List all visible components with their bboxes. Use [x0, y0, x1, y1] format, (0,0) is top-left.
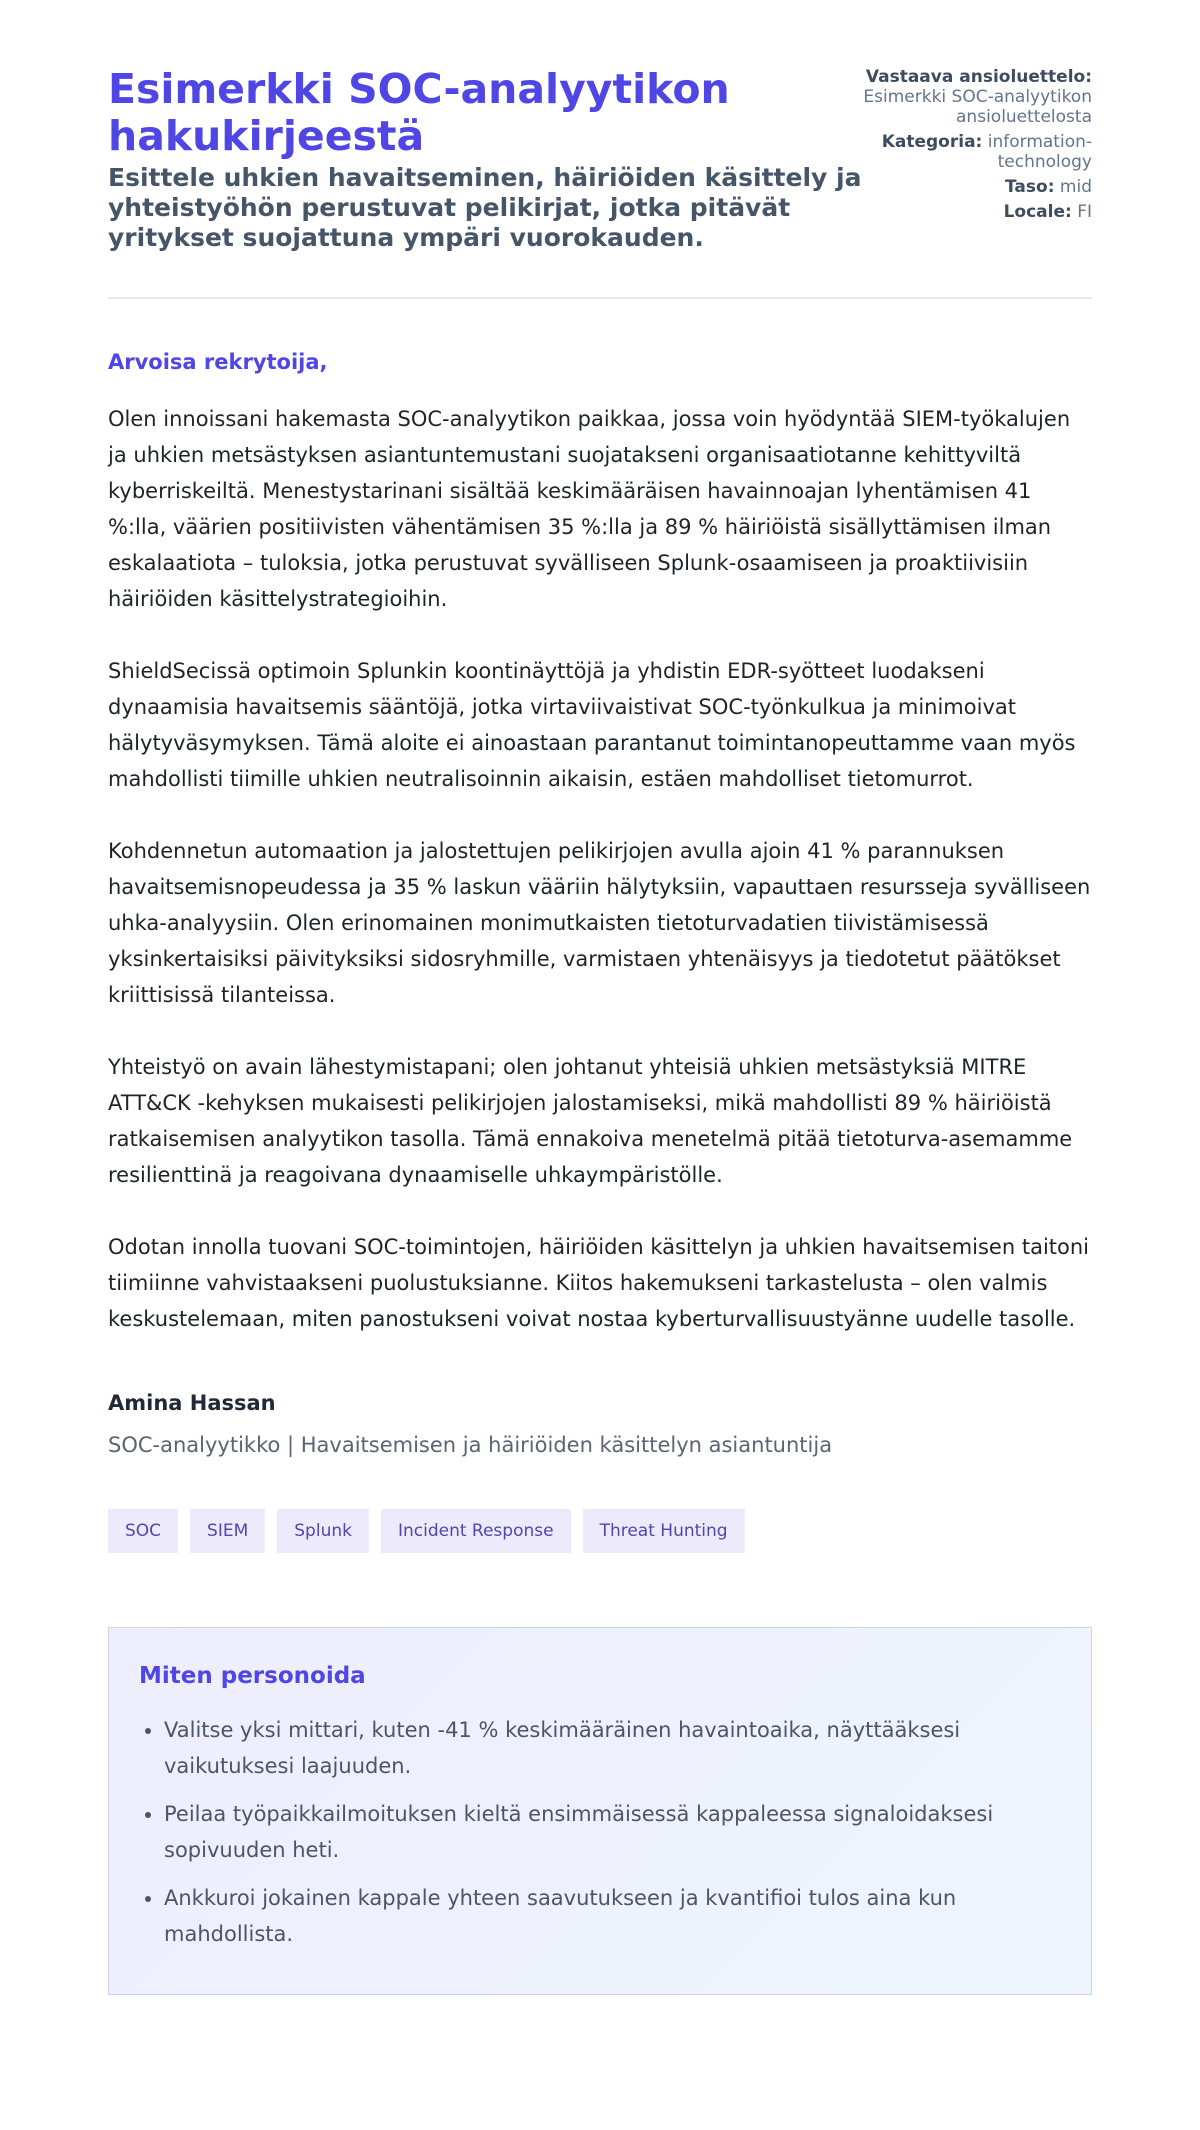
meta-level-value: mid [1059, 177, 1092, 197]
letter-paragraph: Kohdennetun automaation ja jalostettujen pelikirjojen avulla ajoin 41 % parannuksen havaitsemisnopeudessa ja 35 % laskun vääriin hälytyksiin, vapauttaen resursseja syvälliseen uhka-analyysiin. Olen erinomainen monimutkaisten tietoturvadatien tiivistämisessä yksinkertaisiksi päivityksiksi sidosryhmille, varmistaen yhtenäisyys ja tiedotetut päätökset kriittisissä tilanteissa. [108, 839, 1091, 1007]
header [108, 66, 1092, 299]
header-titles [108, 66, 863, 253]
tips-title: Miten personoida [139, 1663, 366, 1689]
tip-item: • Peilaa työpaikkailmoituksen kieltä ensimmäisessä kappaleessa signaloidaksesi sopivuuden heti. [164, 1796, 1061, 1868]
skill-tag: Incident Response [381, 1509, 571, 1553]
meta-category-label: Kategoria: [881, 132, 983, 152]
letter-paragraph: Olen innoissani hakemasta SOC-analyytikon paikkaa, jossa voin hyödyntää SIEM-työkalujen ja uhkien metsästyksen asiantuntemustani suojatakseni organisaatiotanne kehittyviltä kyberriskeiltä. Menestystarinani sisältää keskimääräisen havainnoajan lyhentämisen 41 %:lla, väärien positiivisten vähentämisen 35 %:lla ja 89 % häiriöistä sisällyttämisen ilman eskalaatiota – tuloksia, jotka perustuvat syvälliseen Splunk-osaamiseen ja proaktiivisiin häiriöiden käsittelystrategioihin. [108, 407, 1071, 611]
skill-tag: Splunk [277, 1509, 369, 1553]
letter-greeting: Arvoisa rekrytoija, [108, 350, 328, 374]
tip-item: • Valitse yksi mittari, kuten -41 % keskimääräinen havaintoaika, näyttääksesi vaikutuksesi laajuuden. [164, 1712, 1061, 1784]
meta-resume-value: Esimerkki SOC-analyytikon ansioluettelosta [863, 87, 1092, 127]
skill-tag: SOC [108, 1509, 178, 1553]
meta-resume [863, 67, 1092, 127]
meta-category-value: information-technology [987, 132, 1092, 172]
letter-paragraph: ShieldSecissä optimoin Splunkin koontinäyttöjä ja yhdistin EDR-syötteet luodakseni dynaamisia havaitsemis sääntöjä, jotka virtaviivaistivat SOC-työnkulkua ja minimoivat hälytyväsymyksen. Tämä aloite ei ainoastaan parantanut toimintanopeuttamme vaan myös mahdollisti tiimille uhkien neutralisoinnin aikaisin, estäen mahdolliset tietomurrot. [108, 659, 1076, 791]
tips-list [139, 1712, 1061, 1952]
meta-panel [863, 66, 1092, 227]
meta-resume-label: Vastaava ansioluettelo: [865, 67, 1092, 87]
skill-tag: Threat Hunting [583, 1509, 745, 1553]
letter-body [108, 401, 1092, 1337]
meta-locale-value: FI [1077, 202, 1092, 222]
signature-title: SOC-analyytikko | Havaitsemisen ja häiriöiden käsittelyn asiantuntija [108, 1433, 833, 1457]
meta-locale [863, 202, 1092, 222]
page-subtitle: Esittele uhkien havaitseminen, häiriöiden käsittely ja yhteistyöhön perustuvat pelikirjat, jotka pitävät yritykset suojattuna ympäri vuorokauden. [108, 163, 862, 252]
letter-paragraph: Odotan innolla tuovani SOC-toimintojen, häiriöiden käsittelyn ja uhkien havaitsemisen taitoni tiimiinne vahvistaakseni puolustuksianne. Kiitos hakemukseni tarkastelusta – olen valmis keskustelemaan, miten panostukseni voivat nostaa kyberturvallisuustyänne uudelle tasolle. [108, 1235, 1090, 1331]
meta-level [863, 177, 1092, 197]
tip-item: • Ankkuroi jokainen kappale yhteen saavutukseen ja kvantifioi tulos aina kun mahdollista. [164, 1880, 1061, 1952]
page-title: Esimerkki SOC-analyytikon hakukirjeestä [108, 65, 730, 160]
meta-locale-label: Locale: [1003, 202, 1072, 222]
signature [108, 1389, 1092, 1459]
letter-paragraph: Yhteistyö on avain lähestymistapani; olen johtanut yhteisiä uhkien metsästyksiä MITRE ATT&CK -kehyksen mukaisesti pelikirjojen jalostamiseksi, mikä mahdollisti 89 % häiriöistä ratkaisemisen analyytikon tasolla. Tämä ennakoiva menetelmä pitää tietoturva-asemamme resilienttinä ja reagoivana dynaamiselle uhkaympäristölle. [108, 1055, 1073, 1187]
skill-tag: SIEM [190, 1509, 265, 1553]
meta-category [863, 132, 1092, 172]
personalization-tips [108, 1627, 1092, 1995]
signature-name: Amina Hassan [108, 1391, 276, 1415]
meta-level-label: Taso: [1005, 177, 1055, 197]
skill-tags [108, 1509, 1092, 1553]
